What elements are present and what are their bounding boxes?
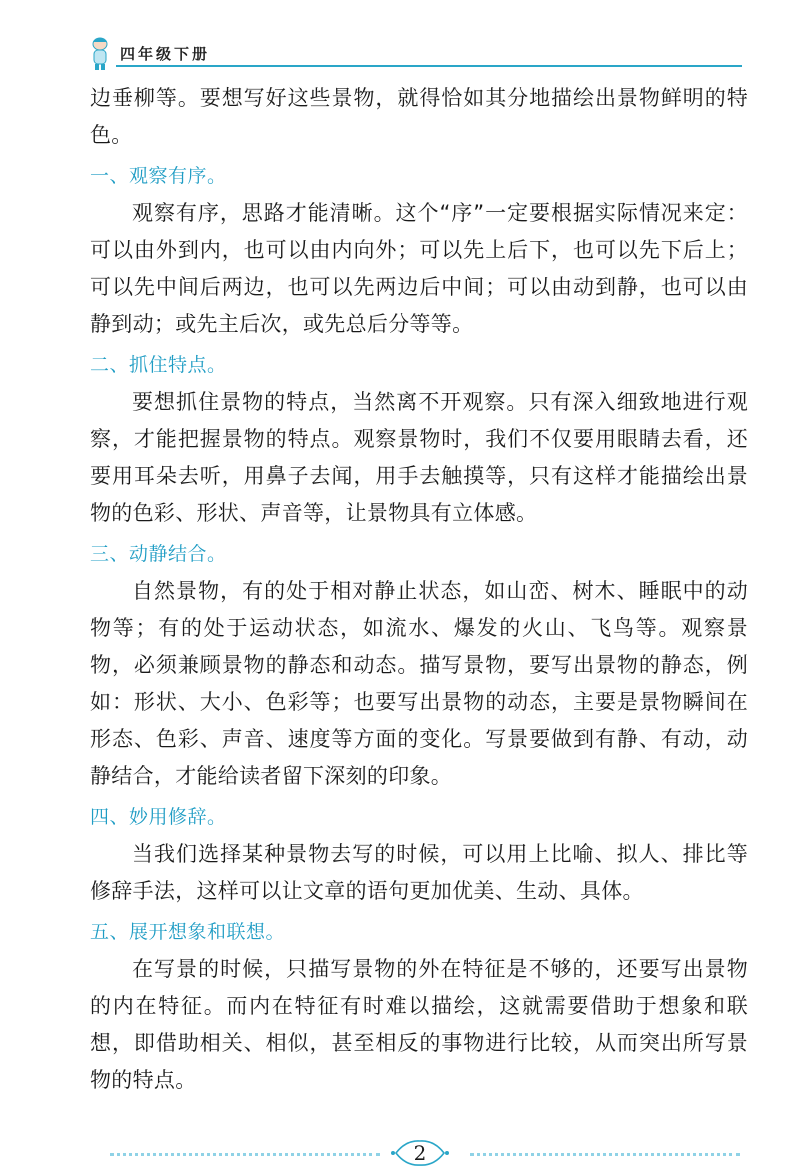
header-title: 四年级下册 — [120, 45, 211, 63]
cartoon-figure-icon — [86, 36, 114, 72]
footer-dotted-rule-left — [110, 1153, 380, 1156]
section-heading-5: 五、展开想象和联想。 — [90, 921, 286, 943]
paragraph-section-3: 自然景物，有的处于相对静止状态，如山峦、树木、睡眠中的动物等；有的处于运动状态，如流水、爆发的火山、飞鸟等。观察景物，必须兼顾景物的静态和动态。描写景物，要写出景物的静态，例如：形状、大小、色彩等；也要写出景物的动态，主要是景物瞬间在形态、色彩、声音、速度等方面的变化。写景要做到有静、有动，动静结合，才能给读者留下深刻的印象。 — [90, 579, 748, 788]
footer-dotted-rule-right — [470, 1153, 740, 1156]
page-number: 2 — [413, 1141, 427, 1165]
section-heading-3: 三、动静结合。 — [90, 543, 227, 565]
paragraph-section-5: 在写景的时候，只描写景物的外在特征是不够的，还要写出景物的内在特征。而内在特征有时难以描绘，这就需要借助于想象和联想，即借助相关、相似，甚至相反的事物进行比较，从而突出所写景物的特点。 — [90, 957, 748, 1092]
page-number-badge — [390, 1138, 450, 1168]
page-body — [90, 80, 748, 1099]
page-header — [80, 36, 742, 72]
paragraph-section-2: 要想抓住景物的特点，当然离不开观察。只有深入细致地进行观察，才能把握景物的特点。观察景物时，我们不仅要用眼睛去看，还要用耳朵去听，用鼻子去闻，用手去触摸等，只有这样才能描绘出景物的色彩、形状、声音等，让景物具有立体感。 — [90, 390, 748, 525]
header-rule — [116, 65, 742, 67]
paragraph-section-1: 观察有序，思路才能清晰。这个“序”一定要根据实际情况来定：可以由外到内，也可以由内向外；可以先上后下，也可以先下后上；可以先中间后两边，也可以先两边后中间；可以由动到静，也可以由静到动；或先主后次，或先总后分等等。 — [90, 201, 748, 336]
paragraph-section-4: 当我们选择某种景物去写的时候，可以用上比喻、拟人、排比等修辞手法，这样可以让文章的语句更加优美、生动、具体。 — [90, 842, 748, 903]
paragraph-intro: 边垂柳等。要想写好这些景物，就得恰如其分地描绘出景物鲜明的特色。 — [90, 86, 748, 147]
section-heading-1: 一、观察有序。 — [90, 165, 227, 187]
section-heading-2: 二、抓住特点。 — [90, 354, 227, 376]
section-heading-4: 四、妙用修辞。 — [90, 806, 227, 828]
page-footer — [90, 1140, 750, 1170]
